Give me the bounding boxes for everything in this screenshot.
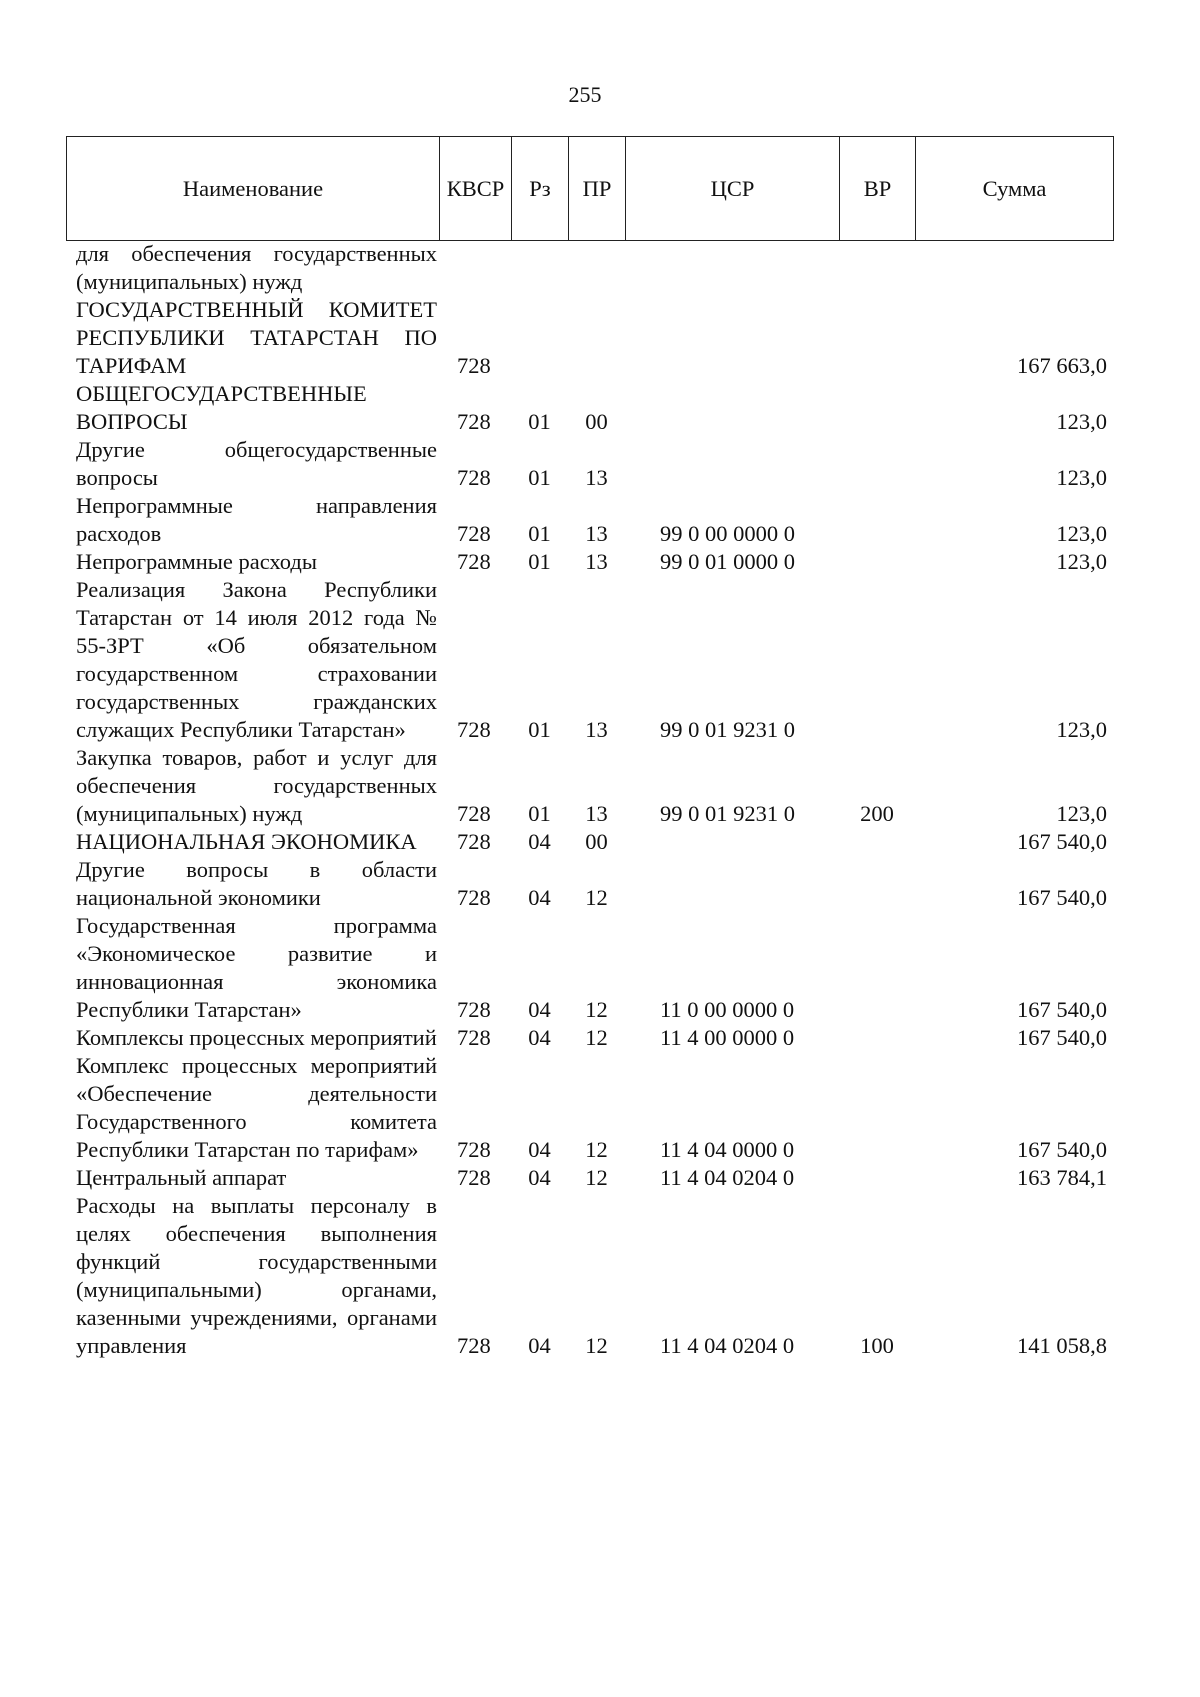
row-csr xyxy=(625,436,839,492)
row-csr: 11 4 04 0204 0 xyxy=(660,1333,795,1358)
row-pr: 00 xyxy=(585,409,608,434)
row-kvsr: 728 xyxy=(457,549,491,574)
row-csr: 11 4 00 0000 0 xyxy=(660,1025,795,1050)
table-row xyxy=(66,1024,1113,1052)
header-kvsr: КВСР xyxy=(440,137,512,241)
row-vr: 200 xyxy=(860,801,894,826)
row-sum: 141 058,8 xyxy=(1017,1333,1107,1358)
row-rz: 04 xyxy=(528,885,551,910)
row-name: для обеспечения государственных (муниципальных) нужд xyxy=(76,241,437,294)
row-kvsr: 728 xyxy=(457,829,491,854)
row-kvsr: 728 xyxy=(457,521,491,546)
row-rz: 04 xyxy=(528,997,551,1022)
row-csr xyxy=(625,240,839,296)
table-row xyxy=(66,548,1113,576)
row-kvsr: 728 xyxy=(457,465,491,490)
table-row xyxy=(66,828,1113,856)
row-vr xyxy=(839,828,915,856)
row-vr xyxy=(839,380,915,436)
row-sum: 167 540,0 xyxy=(1017,829,1107,854)
table-header xyxy=(66,136,1114,241)
row-rz xyxy=(511,296,568,380)
row-name: ГОСУДАРСТВЕННЫЙ КОМИТЕТ РЕСПУБЛИКИ ТАТАРСТАН ПО ТАРИФАМ xyxy=(76,297,437,378)
row-vr xyxy=(839,1024,915,1052)
row-pr xyxy=(568,240,625,296)
row-sum: 123,0 xyxy=(1056,549,1107,574)
row-csr: 11 4 04 0000 0 xyxy=(660,1137,795,1162)
table-row xyxy=(66,912,1113,1024)
row-sum: 163 784,1 xyxy=(1017,1165,1107,1190)
row-sum: 167 663,0 xyxy=(1017,353,1107,378)
row-sum: 167 540,0 xyxy=(1017,997,1107,1022)
row-sum xyxy=(915,240,1113,296)
row-pr: 13 xyxy=(585,465,608,490)
row-kvsr xyxy=(439,240,511,296)
row-csr: 99 0 01 9231 0 xyxy=(660,717,795,742)
row-pr: 12 xyxy=(585,1137,608,1162)
row-sum: 167 540,0 xyxy=(1017,1137,1107,1162)
row-name: Непрограммные направления расходов xyxy=(76,493,437,546)
table-row xyxy=(66,856,1113,912)
header-pr: ПР xyxy=(569,137,626,241)
row-sum: 123,0 xyxy=(1056,717,1107,742)
row-csr xyxy=(625,296,839,380)
row-sum: 123,0 xyxy=(1056,521,1107,546)
row-rz: 01 xyxy=(528,549,551,574)
row-sum: 167 540,0 xyxy=(1017,885,1107,910)
row-csr: 11 4 04 0204 0 xyxy=(660,1165,795,1190)
table-row xyxy=(66,436,1113,492)
row-pr: 00 xyxy=(585,829,608,854)
row-sum: 167 540,0 xyxy=(1017,1025,1107,1050)
row-pr: 12 xyxy=(585,1333,608,1358)
row-pr xyxy=(568,296,625,380)
row-kvsr: 728 xyxy=(457,801,491,826)
row-pr: 13 xyxy=(585,717,608,742)
table-row xyxy=(66,1052,1113,1164)
row-rz: 01 xyxy=(528,521,551,546)
table-row xyxy=(66,296,1113,380)
row-sum: 123,0 xyxy=(1056,801,1107,826)
row-pr: 13 xyxy=(585,801,608,826)
row-name: Реализация Закона Республики Татарстан от 14 июля 2012 года № 55-ЗРТ «Об обязательном государственном страховании государственных гражданских служащих Республики Татарстан» xyxy=(76,577,437,742)
row-rz: 01 xyxy=(528,465,551,490)
row-kvsr: 728 xyxy=(457,885,491,910)
row-vr xyxy=(839,492,915,548)
row-vr xyxy=(839,856,915,912)
row-name: Комплекс процессных мероприятий «Обеспечение деятельности Государственного комитета Республики Татарстан по тарифам» xyxy=(76,1053,437,1162)
header-rz: Рз xyxy=(512,137,569,241)
row-name: Непрограммные расходы xyxy=(76,549,317,574)
row-sum: 123,0 xyxy=(1056,465,1107,490)
row-vr: 100 xyxy=(860,1333,894,1358)
row-pr: 13 xyxy=(585,521,608,546)
row-kvsr: 728 xyxy=(457,1333,491,1358)
row-kvsr: 728 xyxy=(457,997,491,1022)
header-csr: ЦСР xyxy=(626,137,840,241)
row-vr xyxy=(839,436,915,492)
row-csr xyxy=(625,828,839,856)
row-pr: 12 xyxy=(585,1165,608,1190)
row-rz: 04 xyxy=(528,829,551,854)
row-rz: 01 xyxy=(528,409,551,434)
row-name: Расходы на выплаты персоналу в целях обеспечения выполнения функций государственными (муниципальными) органами, казенными учреждениями, органами управления xyxy=(76,1193,437,1358)
row-csr xyxy=(625,856,839,912)
budget-table xyxy=(66,240,1113,1360)
row-kvsr: 728 xyxy=(457,1025,491,1050)
row-kvsr: 728 xyxy=(457,353,491,378)
row-vr xyxy=(839,1052,915,1164)
row-name: Другие вопросы в области национальной экономики xyxy=(76,857,437,910)
row-csr xyxy=(625,380,839,436)
row-csr: 99 0 01 9231 0 xyxy=(660,801,795,826)
row-sum: 123,0 xyxy=(1056,409,1107,434)
table-row xyxy=(66,240,1113,296)
row-csr: 11 0 00 0000 0 xyxy=(660,997,795,1022)
table-row xyxy=(66,380,1113,436)
row-name: НАЦИОНАЛЬНАЯ ЭКОНОМИКА xyxy=(76,829,417,854)
row-rz: 01 xyxy=(528,801,551,826)
header-sum: Сумма xyxy=(916,137,1114,241)
row-vr xyxy=(839,576,915,744)
row-name: Государственная программа «Экономическое развитие и инновационная экономика Республики Татарстан» xyxy=(76,913,437,1022)
row-kvsr: 728 xyxy=(457,1137,491,1162)
row-pr: 12 xyxy=(585,1025,608,1050)
row-vr xyxy=(839,296,915,380)
row-name: ОБЩЕГОСУДАРСТВЕННЫЕ ВОПРОСЫ xyxy=(76,381,367,434)
row-name: Комплексы процессных мероприятий xyxy=(76,1025,437,1050)
table-row xyxy=(66,1192,1113,1360)
row-vr xyxy=(839,912,915,1024)
row-rz: 04 xyxy=(528,1333,551,1358)
row-kvsr: 728 xyxy=(457,409,491,434)
table-row xyxy=(66,492,1113,548)
row-vr xyxy=(839,1164,915,1192)
page-number: 255 xyxy=(568,82,602,107)
row-kvsr: 728 xyxy=(457,1165,491,1190)
row-name: Закупка товаров, работ и услуг для обеспечения государственных (муниципальных) нужд xyxy=(76,745,437,826)
row-rz: 04 xyxy=(528,1137,551,1162)
row-csr: 99 0 01 0000 0 xyxy=(660,549,795,574)
row-name: Центральный аппарат xyxy=(76,1165,287,1190)
table-row xyxy=(66,1164,1113,1192)
table-row xyxy=(66,744,1113,828)
row-rz: 04 xyxy=(528,1165,551,1190)
row-vr xyxy=(839,240,915,296)
row-pr: 12 xyxy=(585,885,608,910)
header-name: Наименование xyxy=(67,137,440,241)
row-rz: 01 xyxy=(528,717,551,742)
header-vr: ВР xyxy=(840,137,916,241)
row-rz xyxy=(511,240,568,296)
row-csr: 99 0 00 0000 0 xyxy=(660,521,795,546)
row-pr: 12 xyxy=(585,997,608,1022)
table-row xyxy=(66,576,1113,744)
row-kvsr: 728 xyxy=(457,717,491,742)
row-pr: 13 xyxy=(585,549,608,574)
row-vr xyxy=(839,548,915,576)
row-rz: 04 xyxy=(528,1025,551,1050)
row-name: Другие общегосударственные вопросы xyxy=(76,437,437,490)
